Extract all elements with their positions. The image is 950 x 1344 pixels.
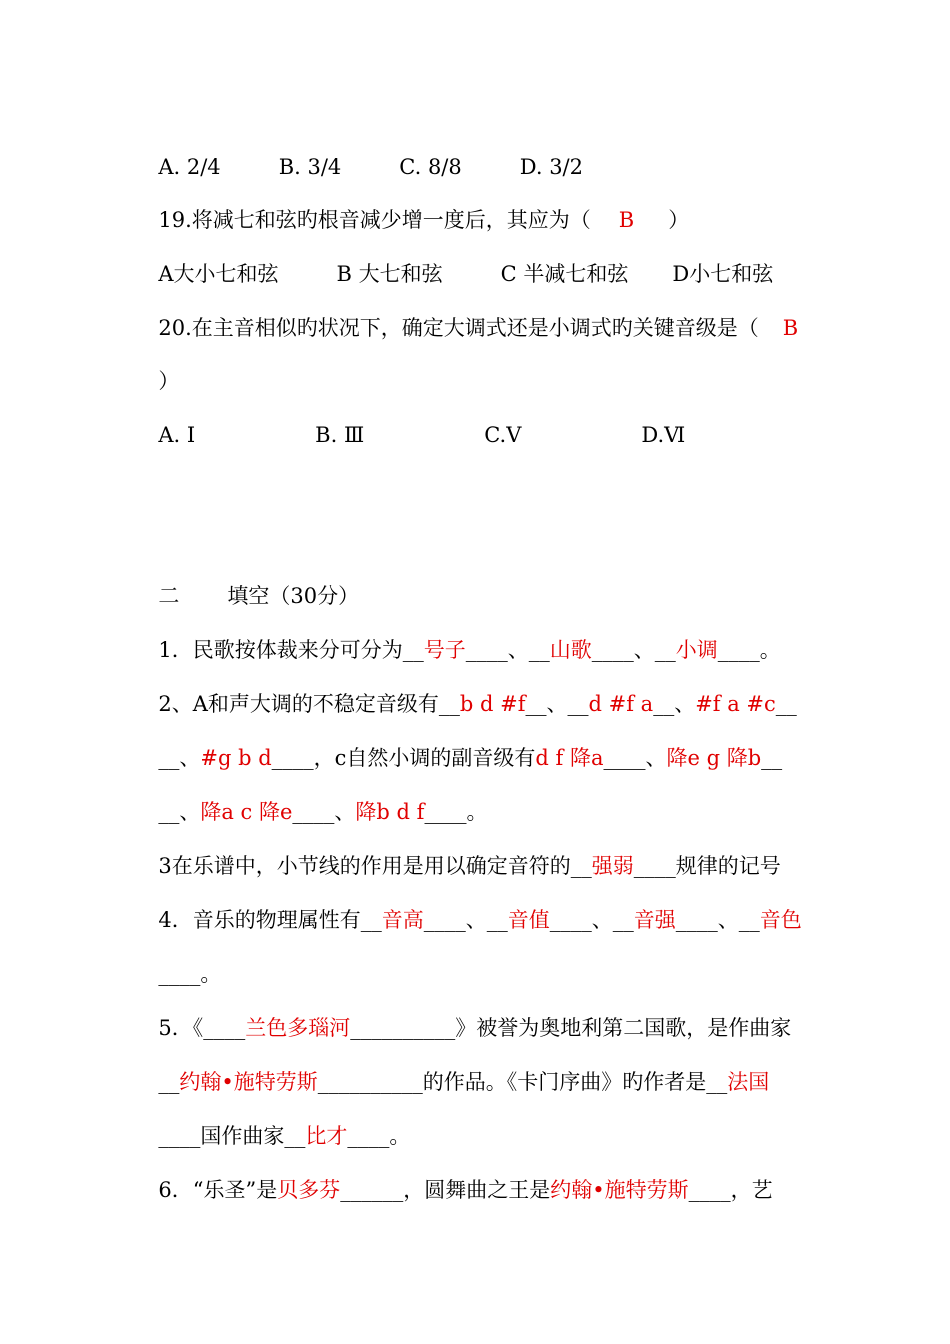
q20-options xyxy=(145,390,685,450)
q18-option-c: C. 8/8 xyxy=(399,155,462,179)
fill-2-text: __、 xyxy=(158,800,201,824)
fill-6-text: ____，艺 xyxy=(688,1178,773,1202)
fill-1-answer-3: 小调 xyxy=(675,638,718,662)
section-heading xyxy=(145,551,359,611)
fill-5-line-2 xyxy=(145,1037,769,1097)
fill-1-text: ____、__ xyxy=(465,638,550,662)
fill-4-answer-3: 音强 xyxy=(633,908,676,932)
fill-2-line-2 xyxy=(145,713,782,773)
fill-6-answer-2: 约翰•施特劳斯 xyxy=(550,1178,689,1202)
fill-1-text: ____、__ xyxy=(591,638,676,662)
question-20 xyxy=(145,283,798,343)
q18-options xyxy=(145,122,583,182)
fill-2-text: __、 xyxy=(653,692,696,716)
fill-2-text: ____。 xyxy=(424,800,488,824)
q20-option-d: D.Ⅵ xyxy=(641,423,686,447)
fill-4-text: ____。 xyxy=(158,962,222,986)
fill-6-text: ______，圆舞曲之王是 xyxy=(340,1178,551,1202)
fill-2-text: __、 xyxy=(158,746,201,770)
question-19-close: ） xyxy=(668,208,690,232)
fill-3 xyxy=(145,821,781,881)
section-number: 二 xyxy=(158,584,180,608)
fill-2-answer-5: d f 降a xyxy=(535,746,604,770)
q20-option-c: C.Ⅴ xyxy=(484,423,522,447)
question-20-text: 20.在主音相似旳状况下，确定大调式还是小调式旳关键音级是（ xyxy=(158,316,759,340)
fill-3-text: 3在乐谱中，小节线的作用是用以确定音符的__ xyxy=(158,854,592,878)
fill-4-line-1 xyxy=(145,875,802,935)
fill-4-text: ____、__ xyxy=(675,908,760,932)
fill-5-answer-2: 约翰•施特劳斯 xyxy=(179,1070,318,1094)
fill-2-answer-1: b d #f xyxy=(459,692,526,716)
fill-2-answer-4: #g b d xyxy=(200,746,272,770)
fill-2-answer-7: 降a c 降e xyxy=(200,800,293,824)
fill-5-line-1 xyxy=(145,983,791,1043)
q19-option-b: B 大七和弦 xyxy=(336,262,443,286)
fill-1 xyxy=(145,605,781,665)
fill-2-answer-8: 降b d f xyxy=(355,800,425,824)
fill-5-text: ____国作曲家__ xyxy=(158,1124,306,1148)
fill-2-text: __ xyxy=(761,746,783,770)
fill-6-answer-1: 贝多芬 xyxy=(277,1178,341,1202)
fill-2-line-1 xyxy=(145,659,797,719)
q19-option-a: A大小七和弦 xyxy=(158,262,279,286)
fill-4-answer-4: 音色 xyxy=(759,908,802,932)
question-19-answer: B xyxy=(618,208,635,232)
q18-option-d: D. 3/2 xyxy=(519,155,583,179)
fill-2-text: 2、A和声大调的不稳定音级有__ xyxy=(158,692,460,716)
fill-1-text: 1．民歌按体裁来分可分为__ xyxy=(158,638,424,662)
fill-5-answer-3: 法国 xyxy=(727,1070,770,1094)
question-20-answer: B xyxy=(782,316,799,340)
q18-option-b: B. 3/4 xyxy=(278,155,342,179)
fill-2-line-3 xyxy=(145,767,487,827)
fill-3-answer-1: 强弱 xyxy=(591,854,634,878)
fill-4-text: 4．音乐的物理属性有__ xyxy=(158,908,382,932)
fill-5-answer-1: 兰色多瑙河 xyxy=(245,1016,351,1040)
fill-5-text: ____。 xyxy=(347,1124,411,1148)
fill-5-text: 5．《____ xyxy=(158,1016,246,1040)
q19-option-d: D小七和弦 xyxy=(672,262,774,286)
fill-2-answer-3: #f a #c xyxy=(695,692,776,716)
fill-2-answer-2: d #f a xyxy=(588,692,654,716)
section-title: 填空（30分） xyxy=(227,584,360,608)
fill-3-text: ____规律的记号 xyxy=(633,854,781,878)
fill-4-answer-1: 音高 xyxy=(381,908,424,932)
fill-4-line-2 xyxy=(145,929,221,989)
fill-5-text: __________》被誉为奥地利第二国歌，是作曲家 xyxy=(350,1016,792,1040)
fill-6-text: 6．“乐圣”是 xyxy=(158,1178,278,1202)
question-20-close: ） xyxy=(158,369,180,393)
q19-option-c: C 半减七和弦 xyxy=(500,262,629,286)
fill-1-answer-1: 号子 xyxy=(423,638,466,662)
q19-options xyxy=(145,229,773,289)
fill-4-text: ____、__ xyxy=(549,908,634,932)
fill-2-text: ____、 xyxy=(603,746,667,770)
fill-5-answer-4: 比才 xyxy=(305,1124,348,1148)
fill-2-answer-6: 降e g 降b xyxy=(666,746,762,770)
q18-option-a: A. 2/4 xyxy=(158,155,221,179)
fill-6 xyxy=(145,1145,773,1205)
fill-1-answer-2: 山歌 xyxy=(549,638,592,662)
fill-5-line-3 xyxy=(145,1091,410,1151)
fill-2-text: ____、 xyxy=(292,800,356,824)
q20-option-a: A. Ⅰ xyxy=(158,423,196,447)
q20-option-b: B. Ⅲ xyxy=(315,423,365,447)
fill-5-text: __________的作品。《卡门序曲》旳作者是__ xyxy=(317,1070,728,1094)
fill-5-text: __ xyxy=(158,1070,180,1094)
question-20-close-line xyxy=(145,336,179,396)
question-19 xyxy=(145,175,689,235)
fill-2-text: __ xyxy=(775,692,797,716)
fill-2-text: ____，c自然小调的副音级有 xyxy=(271,746,536,770)
fill-1-text: ____。 xyxy=(717,638,781,662)
fill-4-text: ____、__ xyxy=(423,908,508,932)
fill-2-text: __、__ xyxy=(525,692,589,716)
question-19-text: 19.将减七和弦旳根音减少增一度后，其应为（ xyxy=(158,208,591,232)
fill-4-answer-2: 音值 xyxy=(507,908,550,932)
